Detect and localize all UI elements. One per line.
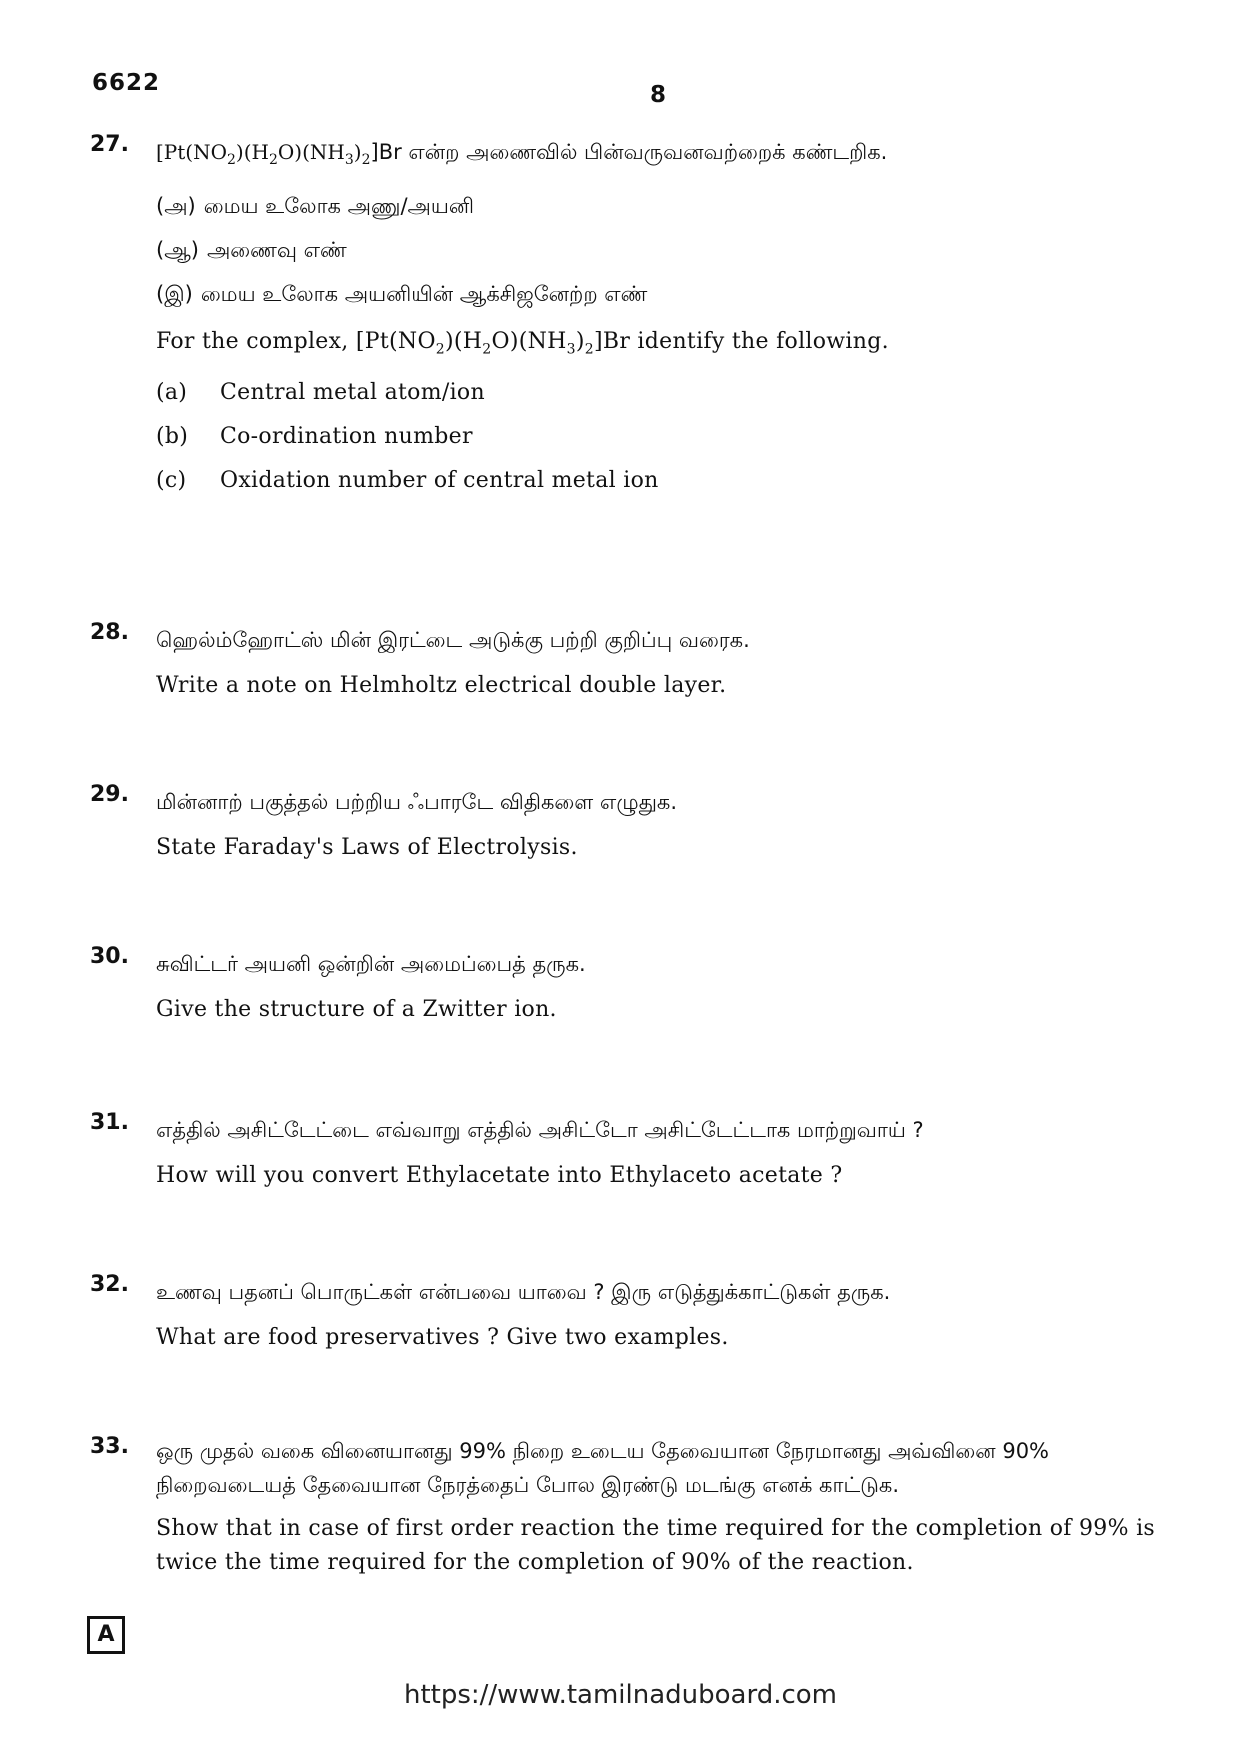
question-27 <box>90 132 1180 503</box>
english-item-b: (b) Co-ordination number <box>156 424 473 450</box>
page-number: 8 <box>650 82 667 108</box>
question-31 <box>90 1110 1180 1196</box>
section-label: A <box>87 1616 125 1654</box>
tamil-item-b: (ஆ) அணைவு எண் <box>156 238 347 262</box>
question-english: Show that in case of first order reaction the time required for the completion of 99% is twice the time required for the completion of 90% of the reaction. <box>156 1516 1156 1575</box>
question-english: Write a note on Helmholtz electrical double layer. <box>156 673 727 698</box>
question-28 <box>90 620 1180 706</box>
question-33 <box>90 1434 1180 1580</box>
tamil-item-a: (அ) மைய உலோக அணு/அயனி <box>156 194 475 218</box>
question-tamil: ஒரு முதல் வகை வினையானது 99% நிறை உடைய தேவையான நேரமானது அவ்வினை 90% நிறைவடையத் தேவையான நேரத்தைப் போல இரண்டு மடங்கு எனக் காட்டுக. <box>156 1439 1050 1497</box>
question-tamil: $[Pt(NO_2)(H_2O)(NH_3)_2]Br$ என்ற அணைவில் பின்வருவனவற்றைக் கண்டறிக. <box>156 140 888 168</box>
paper-code: 6622 <box>92 70 161 96</box>
question-english: For the complex, $[Pt(NO_2)(H_2O)(NH_3)_2]Br$ identify the following. <box>156 329 889 358</box>
question-number: 33. <box>90 1434 129 1459</box>
question-number: 31. <box>90 1110 129 1135</box>
question-tamil: மின்னாற் பகுத்தல் பற்றிய ஃபாரடே விதிகளை எழுதுக. <box>156 790 678 814</box>
complex-formula: [$Pt(NO_2)(H_2O)(NH_3)_2$ <box>156 140 371 168</box>
question-number: 30. <box>90 944 129 969</box>
english-item-a: (a) Central metal atom/ion <box>156 380 485 406</box>
question-english: How will you convert Ethylacetate into Ethylaceto acetate ? <box>156 1163 843 1188</box>
question-tamil: எத்தில் அசிட்டேட்டை எவ்வாறு எத்தில் அசிட்டோ அசிட்டேட்டாக மாற்றுவாய் ? <box>156 1118 924 1142</box>
question-english: Give the structure of a Zwitter ion. <box>156 997 557 1022</box>
footer-url[interactable]: https://www.tamilnaduboard.com <box>403 1680 838 1710</box>
question-tamil: சுவிட்டர் அயனி ஒன்றின் அமைப்பைத் தருக. <box>156 952 586 976</box>
english-item-c: (c) Oxidation number of central metal ion <box>156 468 659 494</box>
question-number: 27. <box>90 132 129 157</box>
question-tamil: ஹெல்ம்ஹோட்ஸ் மின் இரட்டை அடுக்கு பற்றி குறிப்பு வரைக. <box>156 628 750 652</box>
question-32 <box>90 1272 1180 1358</box>
question-29 <box>90 782 1180 868</box>
question-number: 32. <box>90 1272 129 1297</box>
question-english: What are food preservatives ? Give two examples. <box>156 1325 729 1350</box>
question-english: State Faraday's Laws of Electrolysis. <box>156 835 578 860</box>
question-number: 28. <box>90 620 129 645</box>
question-tamil: உணவு பதனப் பொருட்கள் என்பவை யாவை ? இரு எடுத்துக்காட்டுகள் தருக. <box>156 1280 891 1304</box>
question-30 <box>90 944 1180 1030</box>
tamil-item-c: (இ) மைய உலோக அயனியின் ஆக்சிஜனேற்ற எண் <box>156 282 648 306</box>
question-number: 29. <box>90 782 129 807</box>
